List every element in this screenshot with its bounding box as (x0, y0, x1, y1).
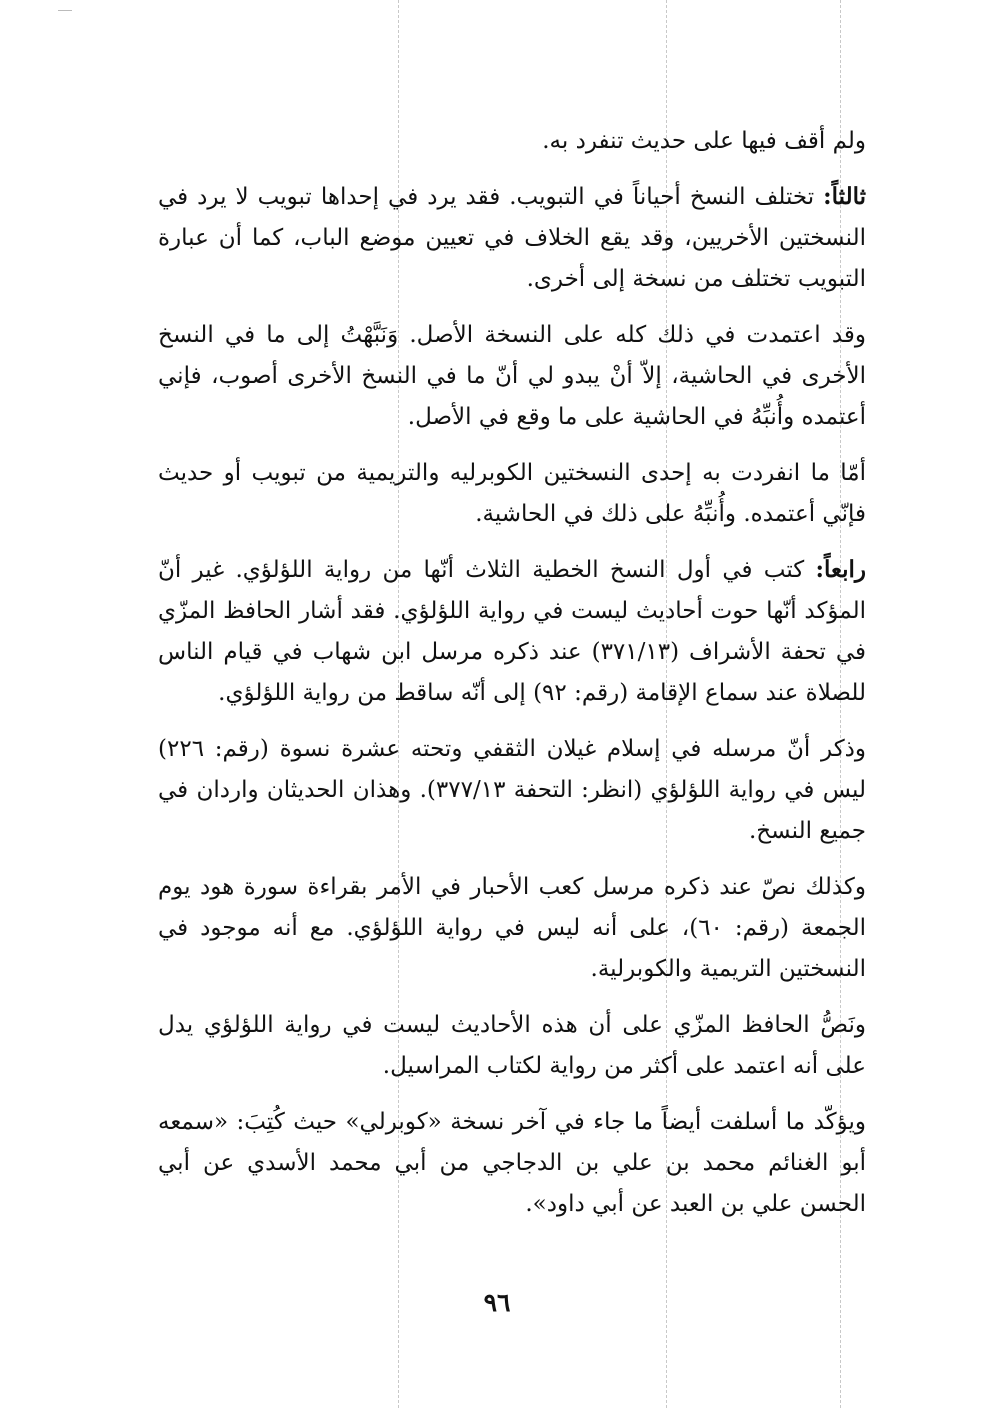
page-number: ٩٦ (483, 1288, 511, 1317)
paragraph-text: ونَصُّ الحافظ المزّي على أن هذه الأحاديث ليست في رواية اللؤلؤي يدل على أنه اعتمد على أكثر من رواية لكتاب المراسيل. (158, 1012, 866, 1079)
paragraph (158, 120, 866, 162)
paragraph-text: ويؤكّد ما أسلفت أيضاً ما جاء في آخر نسخة «كوبرلي» حيث كُتِبَ: «سمعه أبو الغنائم محمد بن علي بن الدجاجي من أبي محمد الأسدي عن أبي الحسن علي بن العبد عن أبي داود». (158, 1109, 866, 1217)
paragraph-text: وكذلك نصّ عند ذكره مرسل كعب الأحبار في الأمر بقراءة سورة هود يوم الجمعة (رقم: ٦٠)، على أنه ليس في رواية اللؤلؤي. مع أنه موجود في النسختين التريمية والكوبرلية. (158, 874, 866, 982)
paragraph-lead: رابعاً: (815, 556, 866, 583)
paragraph-text: ولم أقف فيها على حديث تنفرد به. (542, 128, 866, 154)
paragraph (158, 1004, 866, 1087)
paragraph (158, 176, 866, 300)
paragraph-lead: ثالثاً: (823, 183, 866, 210)
paragraph-text: تختلف النسخ أحياناً في التبويب. فقد يرد في إحداها تبويب لا يرد في النسختين الأخريين، وقد يقع الخلاف في تعيين موضع الباب، كما أن عبارة التبويب تختلف من نسخة إلى أخرى. (158, 184, 866, 292)
paragraph (158, 314, 866, 438)
paragraph-text: وقد اعتمدت في ذلك كله على النسخة الأصل. وَنَبَّهْتُ إلى ما في النسخ الأخرى في الحاشية، إلاّ أنْ يبدو لي أنّ ما في النسخ الأخرى أصوب، فإني أعتمده وأُنبِّهُ في الحاشية على ما وقع في الأصل. (158, 322, 866, 430)
paragraph (158, 728, 866, 852)
paragraph-text: وذكر أنّ مرسله في إسلام غيلان الثقفي وتحته عشرة نسوة (رقم: ٢٢٦) ليس في رواية اللؤلؤي (انظر: التحفة ٣٧٧/١٣). وهذان الحديثان واردان في جميع النسخ. (158, 736, 866, 844)
page-body (158, 120, 866, 1239)
paragraph (158, 452, 866, 535)
paragraph-text: كتب في أول النسخ الخطية الثلاث أنّها من رواية اللؤلؤي. غير أنّ المؤكد أنّها حوت أحاديث ليست في رواية اللؤلؤي. فقد أشار الحافظ المزّي في تحفة الأشراف (٣٧١/١٣) عند ذكره مرسل ابن شهاب في قيام الناس للصلاة عند سماع الإقامة (رقم: ٩٢) إلى أنّه ساقط من رواية اللؤلؤي. (158, 557, 866, 706)
paragraph (158, 1101, 866, 1225)
paragraph (158, 866, 866, 990)
paragraph (158, 549, 866, 714)
paragraph-text: أمّا ما انفردت به إحدى النسختين الكوبرليه والتريمية من تبويب أو حديث فإنّي أعتمده. وأُنبِّهُ على ذلك في الحاشية. (158, 460, 866, 527)
scan-edge-mark (58, 10, 72, 11)
